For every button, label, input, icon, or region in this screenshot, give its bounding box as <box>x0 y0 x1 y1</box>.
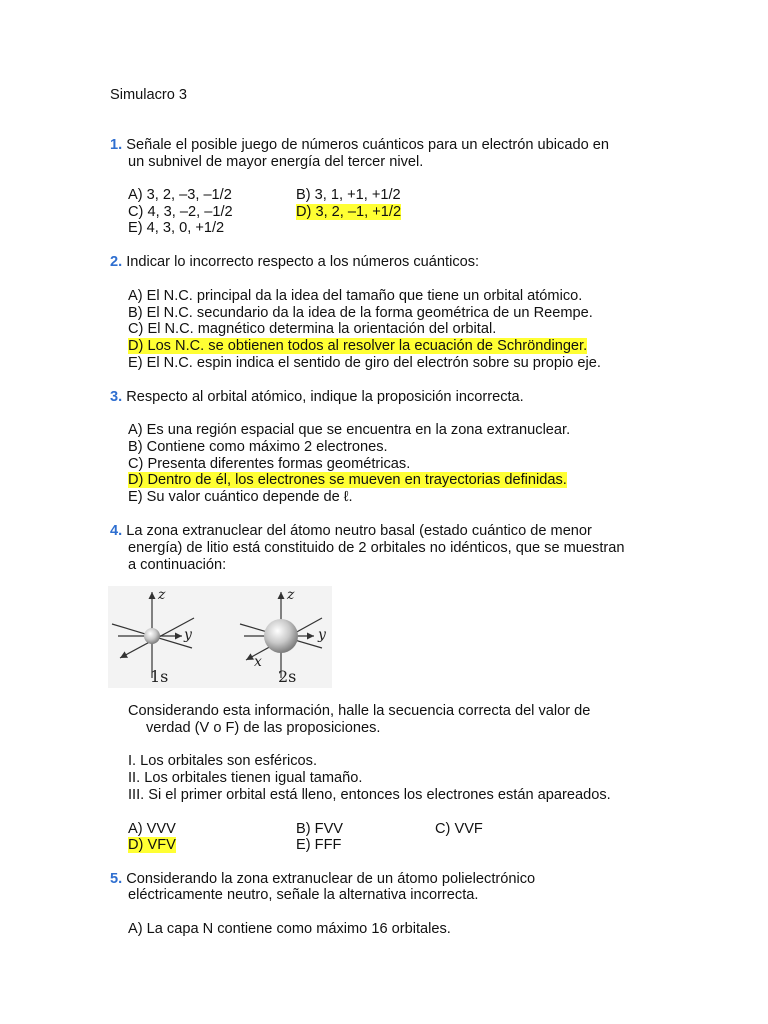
question-1-line-1 <box>110 137 609 154</box>
q3-option-d-text: D) Dentro de él, los electrones se mueven en trayectorias definidas. <box>128 472 567 488</box>
question-1-line-2: un subnivel de mayor energía del tercer nivel. <box>128 154 424 170</box>
q2-option-e: E) El N.C. espin indica el sentido de giro del electrón sobre su propio eje. <box>128 355 601 371</box>
question-4-instruction-line-2: verdad (V o F) de las proposiciones. <box>146 720 381 736</box>
question-5-text: Considerando la zona extranuclear de un átomo polielectrónico <box>126 871 536 887</box>
document-title: Simulacro 3 <box>110 87 188 103</box>
question-4-line-3: a continuación: <box>128 557 227 573</box>
q3-option-a: A) Es una región espacial que se encuentra en la zona extranuclear. <box>128 422 571 438</box>
label-2s: 2s <box>278 667 297 686</box>
q1-option-c: C) 4, 3, –2, –1/2 <box>128 204 233 220</box>
question-4-instruction-line-1: Considerando esta información, halle la secuencia correcta del valor de <box>128 703 591 719</box>
z-label-2s: z <box>287 587 295 603</box>
q5-option-a: A) La capa N contiene como máximo 16 orbitales. <box>128 921 451 937</box>
z-label-1s: z <box>158 587 166 603</box>
question-2-number: 2. <box>110 254 123 270</box>
q2-option-a: A) El N.C. principal da la idea del tamaño que tiene un orbital atómico. <box>128 288 583 304</box>
q4-option-d-highlighted <box>128 837 176 854</box>
q3-option-d-highlighted <box>128 472 567 489</box>
q4-option-a: A) VVV <box>128 821 176 837</box>
q1-option-d-text: D) 3, 2, –1, +1/2 <box>296 204 402 220</box>
q3-option-b: B) Contiene como máximo 2 electrones. <box>128 439 388 455</box>
question-3-number: 3. <box>110 389 123 405</box>
q1-option-e: E) 4, 3, 0, +1/2 <box>128 220 225 236</box>
question-5-line-2: eléctricamente neutro, señale la alternativa incorrecta. <box>128 887 479 903</box>
orbital-figure <box>108 586 332 688</box>
q4-option-b: B) FVV <box>296 821 344 837</box>
q4-option-e: E) FFF <box>296 837 342 853</box>
y-label-1s: y <box>184 627 192 643</box>
q1-option-a: A) 3, 2, –3, –1/2 <box>128 187 232 203</box>
x-label-2s: x <box>254 654 262 670</box>
question-3-text: Respecto al orbital atómico, indique la proposición incorrecta. <box>126 389 524 405</box>
question-4-number: 4. <box>110 523 123 539</box>
question-3-line <box>110 389 524 406</box>
sphere-2s <box>264 619 298 653</box>
q4-statement-2: II. Los orbitales tienen igual tamaño. <box>128 770 363 786</box>
q1-option-b: B) 3, 1, +1, +1/2 <box>296 187 401 203</box>
q3-option-c: C) Presenta diferentes formas geométricas. <box>128 456 411 472</box>
q2-option-d-text: D) Los N.C. se obtienen todos al resolver la ecuación de Schröndinger. <box>128 338 588 354</box>
q4-statement-3: III. Si el primer orbital está lleno, entonces los electrones están apareados. <box>128 787 611 803</box>
q1-option-d-highlighted <box>296 204 401 221</box>
question-5-number: 5. <box>110 871 123 887</box>
question-1-number: 1. <box>110 137 123 153</box>
q4-statement-1: I. Los orbitales son esféricos. <box>128 753 317 769</box>
question-5-line-1 <box>110 871 535 888</box>
question-4-text: La zona extranuclear del átomo neutro basal (estado cuántico de menor <box>126 523 592 539</box>
q4-option-c: C) VVF <box>435 821 483 837</box>
question-4-line-2: energía) de litio está constituido de 2 orbitales no idénticos, que se muestran <box>128 540 625 556</box>
question-2-text: Indicar lo incorrecto respecto a los números cuánticos: <box>126 254 480 270</box>
question-4-line-1 <box>110 523 592 540</box>
figure-background <box>108 586 332 688</box>
q2-option-b: B) El N.C. secundario da la idea de la forma geométrica de un Reempe. <box>128 305 593 321</box>
y-label-2s: y <box>318 627 326 643</box>
q3-option-e: E) Su valor cuántico depende de ℓ. <box>128 489 353 505</box>
label-1s: 1s <box>150 667 169 686</box>
question-2-line <box>110 254 479 271</box>
sphere-1s <box>144 628 160 644</box>
q4-option-d-text: D) VFV <box>128 837 176 853</box>
q2-option-c: C) El N.C. magnético determina la orientación del orbital. <box>128 321 497 337</box>
question-1-text: Señale el posible juego de números cuánticos para un electrón ubicado en <box>126 137 609 153</box>
q2-option-d-highlighted <box>128 338 587 355</box>
